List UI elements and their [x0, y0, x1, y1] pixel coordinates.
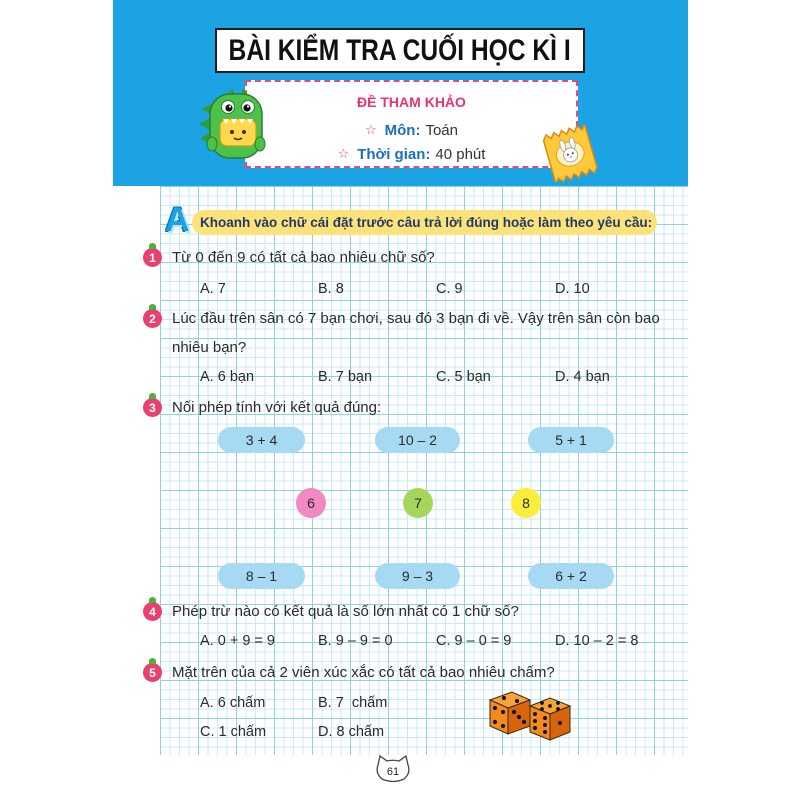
strawberry-badge-icon: 1: [143, 248, 162, 267]
page-number: 61: [386, 766, 400, 778]
result-circle-7: 7: [403, 488, 433, 518]
time-label: Thời gian:: [357, 145, 431, 163]
question-1-option-c: C. 9: [436, 281, 463, 297]
strawberry-badge-icon: 2: [143, 309, 162, 328]
dinosaur-mascot-icon: [198, 82, 268, 162]
question-1-text: Từ 0 đến 9 có tất cả bao nhiêu chữ số?: [172, 249, 435, 266]
strawberry-badge-icon: 4: [143, 602, 162, 621]
reference-badge: ĐỀ THAM KHẢO: [357, 94, 466, 110]
title-box: [215, 28, 585, 73]
strawberry-badge-icon: 3: [143, 398, 162, 417]
question-1-option-d: D. 10: [555, 281, 590, 297]
section-letter-icon: A: [165, 201, 190, 239]
expression-pill-top-1: 3 + 4: [218, 427, 305, 453]
section-instruction: Khoanh vào chữ cái đặt trước câu trả lời đúng hoặc làm theo yêu cầu:: [192, 210, 657, 235]
subject-value: Toán: [425, 121, 458, 139]
star-icon: ☆: [364, 122, 377, 138]
subject-row: [247, 120, 576, 140]
dice-icon: [486, 686, 574, 744]
question-2-text-line-2: nhiêu bạn?: [172, 339, 247, 356]
question-5-option-b: B. 7 chấm: [318, 695, 388, 711]
question-1-option-b: B. 8: [318, 281, 344, 297]
question-4-option-c: C. 9 – 0 = 9: [436, 633, 512, 649]
question-4-option-b: B. 9 – 9 = 0: [318, 633, 393, 649]
time-row: [247, 144, 576, 164]
time-value: 40 phút: [435, 145, 486, 163]
question-2-option-a: A. 6 bạn: [200, 369, 255, 385]
question-4-text: Phép trừ nào có kết quả là số lớn nhất có 1 chữ số?: [172, 603, 519, 620]
question-2-text-line-1: Lúc đầu trên sân có 7 bạn chơi, sau đó 3 bạn đi về. Vậy trên sân còn bao: [172, 310, 660, 327]
expression-pill-bottom-3: 6 + 2: [528, 563, 614, 589]
expression-pill-bottom-2: 9 – 3: [375, 563, 460, 589]
question-5-option-c: C. 1 chấm: [200, 724, 267, 740]
question-5-option-a: A. 6 chấm: [200, 695, 266, 711]
snack-bag-icon: [538, 124, 602, 182]
star-icon: ☆: [337, 146, 350, 162]
result-circle-6: 6: [296, 488, 326, 518]
subject-label: Môn:: [384, 121, 421, 139]
expression-pill-top-3: 5 + 1: [528, 427, 614, 453]
cat-face-icon: [373, 754, 413, 784]
question-3-text: Nối phép tính với kết quả đúng:: [172, 399, 382, 416]
strawberry-badge-icon: 5: [143, 663, 162, 682]
question-1-option-a: A. 7: [200, 281, 226, 297]
expression-pill-top-2: 10 – 2: [375, 427, 460, 453]
question-2-option-d: D. 4 bạn: [555, 369, 610, 385]
page-title: BÀI KIỂM TRA CUỐI HỌC KÌ I: [228, 33, 572, 67]
question-4-option-d: D. 10 – 2 = 8: [555, 633, 639, 649]
question-4-option-a: A. 0 + 9 = 9: [200, 633, 275, 649]
question-2-option-b: B. 7 bạn: [318, 369, 373, 385]
result-circle-8: 8: [511, 488, 541, 518]
question-5-option-d: D. 8 chấm: [318, 724, 385, 740]
question-5-text: Mặt trên của cả 2 viên xúc xắc có tất cả bao nhiêu chấm?: [172, 664, 555, 681]
info-box: [245, 80, 578, 168]
question-2-option-c: C. 5 bạn: [436, 369, 491, 385]
expression-pill-bottom-1: 8 – 1: [218, 563, 305, 589]
